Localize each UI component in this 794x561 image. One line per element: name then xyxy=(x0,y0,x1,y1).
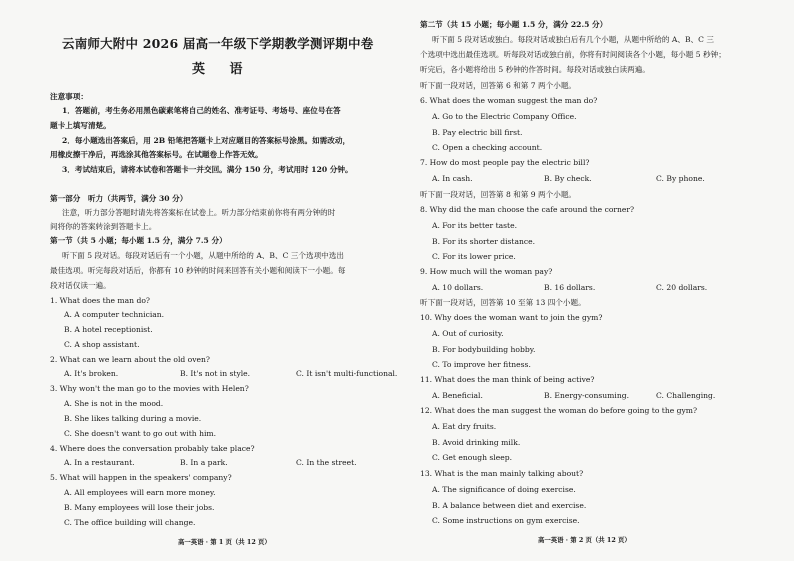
page-footer-2: 高一英语 · 第 2 页（共 12 页） xyxy=(538,536,631,544)
q12-option-c: C. Get enough sleep. xyxy=(432,453,512,462)
question-2: 2. What can we learn about the old oven? xyxy=(50,355,210,364)
q2-option-c: C. It isn't multi-functional. xyxy=(296,369,398,378)
q11-option-b: B. Energy-consuming. xyxy=(544,391,629,400)
q13-option-c: C. Some instructions on gym exercise. xyxy=(432,516,580,525)
q6-option-b: B. Pay electric bill first. xyxy=(432,128,523,137)
q10-option-c: C. To improve her fitness. xyxy=(432,360,531,369)
part1-note-a: 注意，听力部分答题时请先将答案标在试卷上。听力部分结束前你将有两分钟的时 xyxy=(62,208,336,217)
question-8: 8. Why did the man choose the cafe around the corner? xyxy=(420,205,635,214)
part1-note-b: 间将你的答案转涂到答题卡上。 xyxy=(50,222,157,231)
page-footer-1: 高一英语 · 第 1 页（共 12 页） xyxy=(178,538,271,546)
section1-directions-b: 最佳选项。听完每段对话后，你都有 10 秒钟的时间来回答有关小题和阅读下一小题。每 xyxy=(50,266,346,275)
question-13: 13. What is the man mainly talking about? xyxy=(420,469,584,478)
q8-option-c: C. For its lower price. xyxy=(432,252,516,261)
question-4: 4. Where does the conversation probably take place? xyxy=(50,444,255,453)
q5-option-c: C. The office building will change. xyxy=(64,518,196,527)
q6-option-a: A. Go to the Electric Company Office. xyxy=(432,112,577,121)
question-9: 9. How much will the woman pay? xyxy=(420,267,553,276)
q3-option-b: B. She likes talking during a movie. xyxy=(64,414,202,423)
q13-option-b: B. A balance between diet and exercise. xyxy=(432,501,587,510)
question-7: 7. How do most people pay the electric bill? xyxy=(420,158,590,167)
q11-option-a: A. Beneficial. xyxy=(432,391,483,400)
q4-option-c: C. In the street. xyxy=(296,458,357,467)
q8-option-b: B. For its shorter distance. xyxy=(432,237,536,246)
q2-option-b: B. It's not in style. xyxy=(180,369,251,378)
q3-option-c: C. She doesn't want to go out with him. xyxy=(64,429,217,438)
q9-option-b: B. 16 dollars. xyxy=(544,283,596,292)
question-1: 1. What does the man do? xyxy=(50,296,150,305)
section2-directions-c: 听完后，各小题将给出 5 秒钟的作答时间。每段对话或独白读两遍。 xyxy=(420,65,650,74)
q12-option-a: A. Eat dry fruits. xyxy=(432,422,497,431)
section2-directions-a: 听下面 5 段对话或独白。每段对话或独白后有几个小题，从题中所给的 A、B、C 三 xyxy=(432,35,714,44)
q11-option-c: C. Challenging. xyxy=(656,391,716,400)
q1-option-b: B. A hotel receptionist. xyxy=(64,325,153,334)
dialogue-8-9-intro: 听下面一段对话，回答第 8 和第 9 两个小题。 xyxy=(420,190,577,199)
question-6: 6. What does the woman suggest the man do? xyxy=(420,96,598,105)
section2-directions-b: 个选项中选出最佳选项。听每段对话或独白前，你将有时间阅读各个小题，每小题 5 秒钟； xyxy=(420,50,726,59)
part1-heading: 第一部分 听力（共两节，满分 30 分） xyxy=(50,194,188,203)
q4-option-b: B. In a park. xyxy=(180,458,228,467)
q4-option-a: A. In a restaurant. xyxy=(64,458,135,467)
q10-option-a: A. Out of curiosity. xyxy=(432,329,504,338)
right-page xyxy=(400,0,794,561)
q1-option-a: A. A computer technician. xyxy=(64,310,165,319)
subject-title: 英 语 xyxy=(192,62,253,77)
q7-option-b: B. By check. xyxy=(544,174,592,183)
exam-title: 云南师大附中 2026 届高一年级下学期教学测评期中卷 xyxy=(62,36,374,51)
q6-option-c: C. Open a checking account. xyxy=(432,143,543,152)
notice-2a: 2．每小题选出答案后，用 2B 铅笔把答题卡上对应题目的答案标号涂黑。如需改动， xyxy=(62,136,351,145)
question-12: 12. What does the man suggest the woman do before going to the gym? xyxy=(420,406,698,415)
q12-option-b: B. Avoid drinking milk. xyxy=(432,438,521,447)
q8-option-a: A. For its better taste. xyxy=(432,221,518,230)
q13-option-a: A. The significance of doing exercise. xyxy=(432,485,576,494)
section1-heading: 第一节（共 5 小题；每小题 1.5 分，满分 7.5 分） xyxy=(50,236,227,245)
notice-2b: 用橡皮擦干净后，再选涂其他答案标号。在试题卷上作答无效。 xyxy=(50,150,263,159)
q9-option-c: C. 20 dollars. xyxy=(656,283,708,292)
question-11: 11. What does the man think of being active? xyxy=(420,375,595,384)
section2-heading: 第二节（共 15 小题；每小题 1.5 分，满分 22.5 分） xyxy=(420,20,608,29)
q7-option-a: A. In cash. xyxy=(432,174,473,183)
notice-heading: 注意事项： xyxy=(50,92,88,101)
q3-option-a: A. She is not in the mood. xyxy=(64,399,164,408)
q5-option-b: B. Many employees will lose their jobs. xyxy=(64,503,215,512)
q9-option-a: A. 10 dollars. xyxy=(432,283,484,292)
section1-directions-c: 段对话仅读一遍。 xyxy=(50,281,111,290)
dialogue-10-13-intro: 听下面一段对话，回答第 10 至第 13 四个小题。 xyxy=(420,298,586,307)
notice-1b: 题卡上填写清楚。 xyxy=(50,121,111,130)
section1-directions-a: 听下面 5 段对话。每段对话后有一个小题，从题中所给的 A、B、C 三个选项中选出 xyxy=(62,251,344,260)
question-3: 3. Why won't the man go to the movies with Helen? xyxy=(50,384,249,393)
q2-option-a: A. It's broken. xyxy=(64,369,119,378)
q7-option-c: C. By phone. xyxy=(656,174,705,183)
dialogue-6-7-intro: 听下面一段对话，回答第 6 和第 7 两个小题。 xyxy=(420,81,577,90)
question-10: 10. Why does the woman want to join the gym? xyxy=(420,313,603,322)
notice-1a: 1．答题前，考生务必用黑色碳素笔将自己的姓名、准考证号、考场号、座位号在答 xyxy=(62,106,341,115)
question-5: 5. What will happen in the speakers' company? xyxy=(50,473,232,482)
q5-option-a: A. All employees will earn more money. xyxy=(64,488,216,497)
q1-option-c: C. A shop assistant. xyxy=(64,340,140,349)
notice-3: 3．考试结束后，请将本试卷和答题卡一并交回。满分 150 分，考试用时 120 分钟。 xyxy=(62,165,353,174)
q10-option-b: B. For bodybuilding hobby. xyxy=(432,345,536,354)
